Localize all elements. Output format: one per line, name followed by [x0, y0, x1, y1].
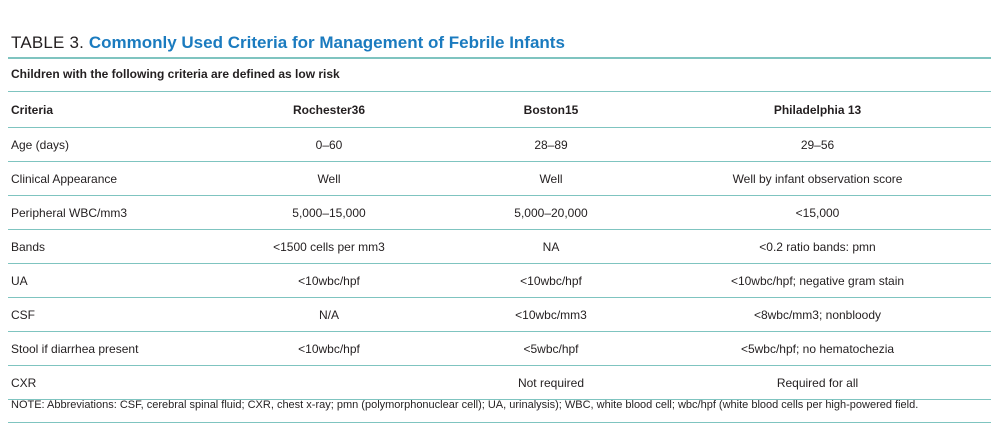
- row-label: Stool if diarrhea present: [8, 332, 200, 366]
- philadelphia-cell: Well by infant observation score: [644, 162, 991, 196]
- rochester-cell: <10wbc/hpf: [200, 264, 458, 298]
- philadelphia-cell: <0.2 ratio bands: pmn: [644, 230, 991, 264]
- table-note: NOTE: Abbreviations: CSF, cerebral spinal fluid; CXR, chest x-ray; pmn (polymorphonuclear cell); UA, urinalysis); WBC, white blood cell; wbc/hpf (white blood cells per high-powered field.: [11, 399, 919, 411]
- boston-cell: 28–89: [458, 128, 644, 162]
- row-label: Bands: [8, 230, 200, 264]
- boston-cell: NA: [458, 230, 644, 264]
- rochester-cell: <1500 cells per mm3: [200, 230, 458, 264]
- table-title-main: Commonly Used Criteria for Management of Febrile Infants: [88, 33, 565, 52]
- table-row: [8, 162, 991, 196]
- table-row: [8, 332, 991, 366]
- rochester-cell: 0–60: [200, 128, 458, 162]
- rochester-cell: N/A: [200, 298, 458, 332]
- row-label: CSF: [8, 298, 200, 332]
- header-rochester: Rochester36: [200, 92, 458, 128]
- row-label: Age (days): [8, 128, 200, 162]
- table-title-prefix: TABLE 3.: [11, 33, 85, 52]
- row-label: CXR: [8, 366, 200, 400]
- philadelphia-cell: 29–56: [644, 128, 991, 162]
- rochester-cell: Well: [200, 162, 458, 196]
- boston-cell: <10wbc/hpf: [458, 264, 644, 298]
- rochester-cell: <10wbc/hpf: [200, 332, 458, 366]
- boston-cell: Not required: [458, 366, 644, 400]
- header-boston: Boston15: [458, 92, 644, 128]
- table-row: [8, 128, 991, 162]
- table-header-row: [8, 92, 991, 128]
- rochester-cell: 5,000–15,000: [200, 196, 458, 230]
- header-criteria: Criteria: [8, 92, 200, 128]
- philadelphia-cell: Required for all: [644, 366, 991, 400]
- row-label: UA: [8, 264, 200, 298]
- boston-cell: Well: [458, 162, 644, 196]
- table-row: [8, 298, 991, 332]
- philadelphia-cell: <10wbc/hpf; negative gram stain: [644, 264, 991, 298]
- title-divider: [8, 57, 991, 59]
- philadelphia-cell: <5wbc/hpf; no hematochezia: [644, 332, 991, 366]
- rochester-cell: [200, 366, 458, 400]
- philadelphia-cell: <8wbc/mm3; nonbloody: [644, 298, 991, 332]
- table-subtitle: Children with the following criteria are defined as low risk: [11, 67, 340, 81]
- table-title: [11, 32, 565, 54]
- table-row: [8, 230, 991, 264]
- row-label: Clinical Appearance: [8, 162, 200, 196]
- row-label: Peripheral WBC/mm3: [8, 196, 200, 230]
- table-row: [8, 196, 991, 230]
- boston-cell: <10wbc/mm3: [458, 298, 644, 332]
- criteria-table: [8, 91, 991, 400]
- header-philadelphia: Philadelphia 13: [644, 92, 991, 128]
- table-row: [8, 264, 991, 298]
- philadelphia-cell: <15,000: [644, 196, 991, 230]
- table-row: [8, 366, 991, 400]
- boston-cell: 5,000–20,000: [458, 196, 644, 230]
- boston-cell: <5wbc/hpf: [458, 332, 644, 366]
- bottom-divider: [8, 422, 991, 423]
